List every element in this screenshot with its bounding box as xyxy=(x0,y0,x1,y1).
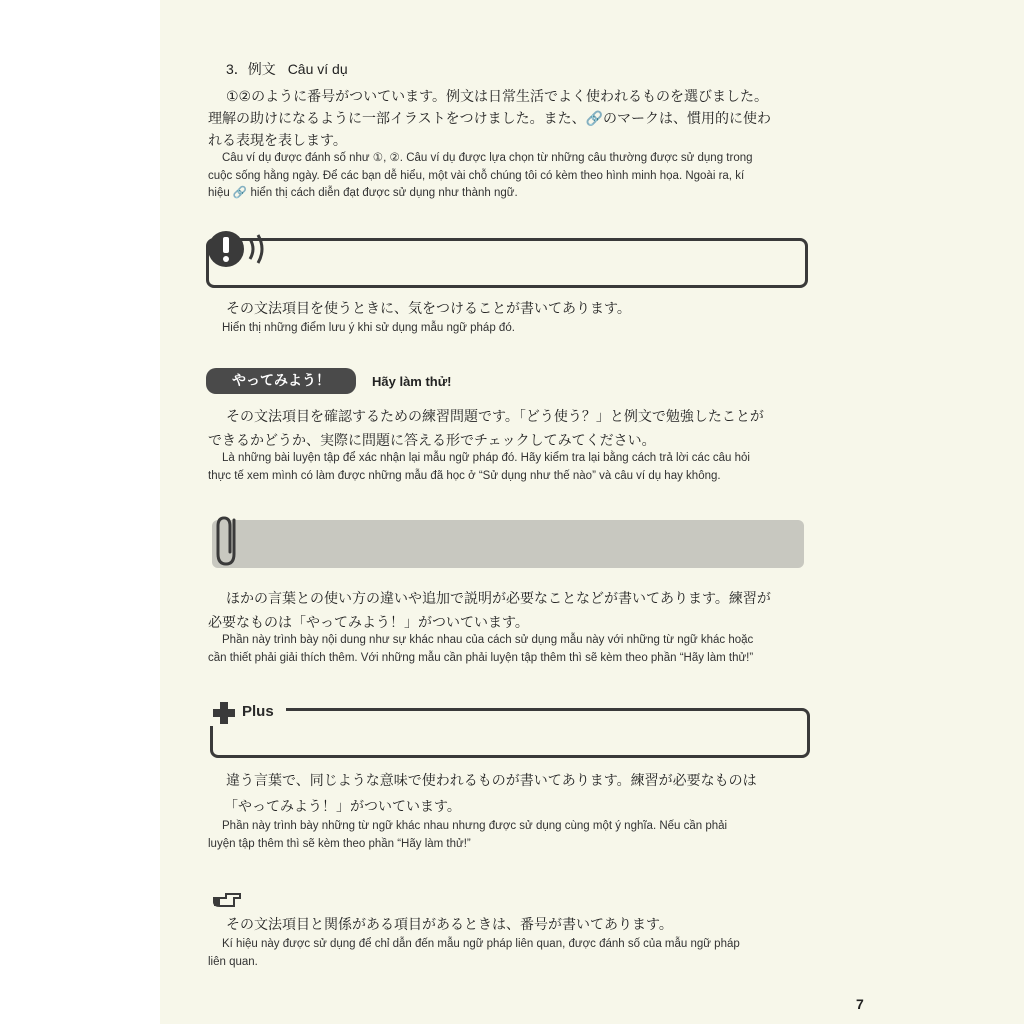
clip-vi-line-1: Phần này trình bày nội dung như sự khác nhau của cách sử dụng mẫu này với những từ ngữ khác hoặc xyxy=(222,634,754,646)
pointing-hand-icon xyxy=(212,890,242,910)
page-number: 7 xyxy=(856,996,864,1012)
plus-jp-line-2: 「やってみよう！」がついています。 xyxy=(224,799,461,815)
clip-bar xyxy=(212,520,804,568)
paperclip-icon xyxy=(212,514,246,570)
plus-vi-line-2: luyện tập thêm thì sẽ kèm theo phần “Hãy làm thử!” xyxy=(208,838,471,850)
section3-jp-line-3: れる表現を表します。 xyxy=(208,133,347,149)
reference-vi-line-2: liên quan. xyxy=(208,956,258,968)
clip-jp-line-2: 必要なものは「やってみよう！」がついています。 xyxy=(208,615,529,631)
try-it-jp-line-1: その文法項目を確認するための練習問題です。「どう使う？」と例文で勉強したことが xyxy=(226,409,764,425)
attention-frame xyxy=(206,238,808,288)
attention-jp: その文法項目を使うときに、気をつけることが書いてあります。 xyxy=(226,301,631,317)
section3-jp-line-2: 理解の助けになるように一部イラストをつけました。また、🔗のマークは、慣用的に使わ xyxy=(208,111,772,127)
section3-jp-line-1: ①②のように番号がついています。例文は日常生活でよく使われるものを選びました。 xyxy=(226,89,768,105)
plus-label: Plus xyxy=(242,703,274,720)
plus-frame xyxy=(210,708,810,758)
section-heading: 3．例文 Câu ví dụ xyxy=(226,61,348,78)
clip-vi-line-2: cần thiết phải giải thích thêm. Với những mẫu cần phải luyện tập thêm thì sẽ kèm theo phần “Hãy làm thử!” xyxy=(208,652,754,664)
exclamation-icon xyxy=(206,229,276,269)
plus-icon xyxy=(212,701,236,725)
section3-vi-line-1: Câu ví dụ được đánh số như ①, ②. Câu ví dụ được lựa chọn từ những câu thường được sử dụng trong xyxy=(222,152,753,164)
section3-vi-line-2: cuộc sống hằng ngày. Để các bạn dễ hiểu, một vài chỗ chúng tôi có kèm theo hình minh họa. Ngoài ra, kí xyxy=(208,170,745,182)
reference-jp: その文法項目と関係がある項目があるときは、番号が書いてあります。 xyxy=(226,917,673,933)
clip-jp-line-1: ほかの言葉との使い方の違いや追加で説明が必要なことなどが書いてあります。練習が xyxy=(226,591,771,607)
plus-vi-line-1: Phần này trình bày những từ ngữ khác nhau nhưng được sử dụng cùng một ý nghĩa. Nếu cần phải xyxy=(222,820,728,832)
plus-jp-line-1: 違う言葉で、同じような意味で使われるものが書いてあります。練習が必要なものは xyxy=(226,773,757,789)
try-it-jp-line-2: できるかどうか、実際に問題に答える形でチェックしてみてください。 xyxy=(208,433,656,449)
try-it-vi-line-1: Là những bài luyện tập để xác nhận lại mẫu ngữ pháp đó. Hãy kiểm tra lại bằng cách trả lời các câu hỏi xyxy=(222,452,750,464)
attention-vi: Hiển thị những điểm lưu ý khi sử dụng mẫu ngữ pháp đó. xyxy=(222,322,515,334)
try-it-vi-line-2: thực tế xem mình có làm được những mẫu đã học ở “Sử dụng như thế nào” và câu ví dụ hay không. xyxy=(208,470,721,482)
section3-vi-line-3: hiệu 🔗 hiển thị cách diễn đạt được sử dụng như thành ngữ. xyxy=(208,187,518,199)
try-it-tag: やってみよう！ xyxy=(206,368,356,394)
reference-vi-line-1: Kí hiệu này được sử dụng để chỉ dẫn đến mẫu ngữ pháp liên quan, được đánh số của mẫu ngữ pháp xyxy=(222,938,740,950)
try-it-vi-title: Hãy làm thử! xyxy=(372,374,452,389)
